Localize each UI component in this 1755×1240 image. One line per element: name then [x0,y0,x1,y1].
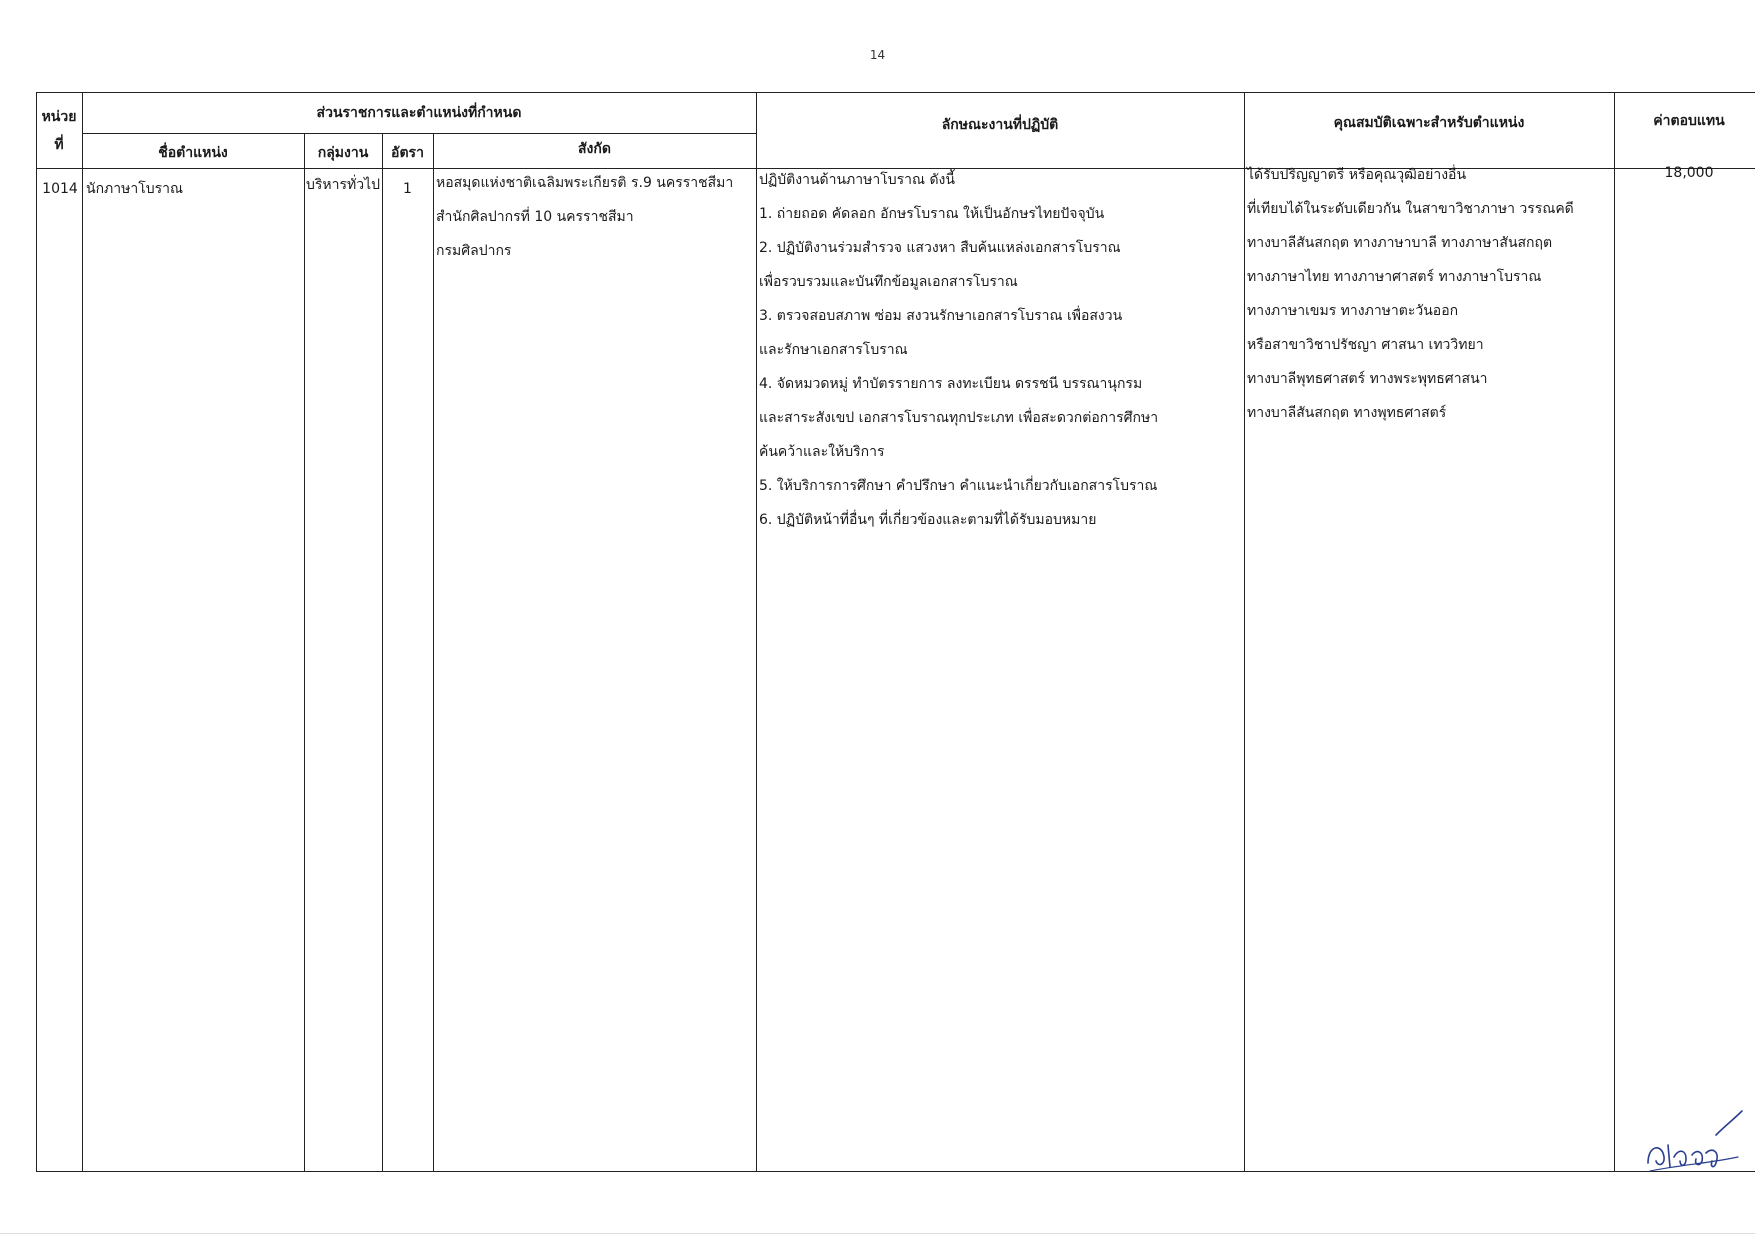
page-bottom-edge [0,1233,1755,1234]
header-qualifications: คุณสมบัติเฉพาะสำหรับตำแหน่ง [1333,115,1525,131]
row-rate: 1 [403,181,412,197]
duty-line: และสาระสังเขป เอกสารโบราณทุกประเภท เพื่อสะดวกต่อการศึกษา [759,410,1159,426]
row-qualifications [1247,158,1574,430]
header-compensation: ค่าตอบแทน [1653,113,1725,129]
row-affiliation [436,166,733,268]
qualification-line: ทางภาษาไทย ทางภาษาศาสตร์ ทางภาษาโบราณ [1247,269,1542,285]
qualification-line: ทางบาลีสันสกฤต ทางพุทธศาสตร์ [1247,405,1447,421]
header-affiliation: สังกัด [578,141,611,157]
header-position-name: ชื่อตำแหน่ง [158,145,228,161]
header-group-title: ส่วนราชการและตำแหน่งที่กำหนด [316,105,522,121]
page-number: 14 [869,48,886,62]
header-unit-line1: หน่วย [41,109,77,125]
qualification-line: ทางภาษาเขมร ทางภาษาตะวันออก [1247,303,1459,319]
duty-line: 4. จัดหมวดหมู่ ทำบัตรรายการ ลงทะเบียน ดรรชนี บรรณานุกรม [759,376,1143,392]
col-divider [756,92,757,1172]
header-unit-line2: ที่ [54,137,64,153]
header-unit [36,108,82,154]
qualification-line: ที่เทียบได้ในระดับเดียวกัน ในสาขาวิชาภาษา วรรณคดี [1247,201,1574,217]
affiliation-line: หอสมุดแห่งชาติเฉลิมพระเกียรติ ร.9 นครราชสีมา [436,175,734,191]
duty-line: และรักษาเอกสารโบราณ [759,342,908,358]
duty-line: 5. ให้บริการการศึกษา คำปรึกษา คำแนะนำเกี่ยวกับเอกสารโบราณ [759,478,1158,494]
duty-line: 1. ถ่ายถอด คัดลอก อักษรโบราณ ให้เป็นอักษรไทยปัจจุบัน [759,206,1105,222]
row-work-group: บริหารทั่วไป [305,177,381,193]
duty-line: ค้นคว้าและให้บริการ [759,444,885,460]
signature-mark [1640,1105,1745,1180]
header-group-divider [82,133,756,134]
duty-line: ปฏิบัติงานด้านภาษาโบราณ ดังนี้ [759,172,955,188]
qualification-line: ทางบาลีสันสกฤต ทางภาษาบาลี ทางภาษาสันสกฤต [1247,235,1553,251]
qualification-line: ทางบาลีพุทธศาสตร์ ทางพระพุทธศาสนา [1247,371,1488,387]
col-divider [382,133,383,1172]
header-work-group: กลุ่มงาน [317,145,369,161]
header-rate: อัตรา [391,145,424,161]
duty-line: เพื่อรวบรวมและบันทึกข้อมูลเอกสารโบราณ [759,274,1018,290]
duty-line: 6. ปฏิบัติหน้าที่อื่นๆ ที่เกี่ยวข้องและตามที่ได้รับมอบหมาย [759,512,1097,528]
affiliation-line: กรมศิลปากร [436,243,512,259]
row-compensation: 18,000 [1664,165,1714,181]
row-unit: 1014 [42,181,78,197]
col-divider [1244,92,1245,1172]
row-position-name: นักภาษาโบราณ [86,181,184,197]
col-divider [304,133,305,1172]
duty-line: 2. ปฏิบัติงานร่วมสำรวจ แสวงหา สืบค้นแหล่งเอกสารโบราณ [759,240,1121,256]
col-divider [82,92,83,1172]
header-duties: ลักษณะงานที่ปฏิบัติ [941,117,1059,133]
col-divider [1614,92,1615,1172]
qualification-line: หรือสาขาวิชาปรัชญา ศาสนา เทววิทยา [1247,337,1484,353]
row-duties [759,163,1158,537]
affiliation-line: สำนักศิลปากรที่ 10 นครราชสีมา [436,209,634,225]
duty-line: 3. ตรวจสอบสภาพ ซ่อม สงวนรักษาเอกสารโบราณ เพื่อสงวน [759,308,1123,324]
col-divider [433,133,434,1172]
qualification-line: ได้รับปริญญาตรี หรือคุณวุฒิอย่างอื่น [1247,167,1467,183]
